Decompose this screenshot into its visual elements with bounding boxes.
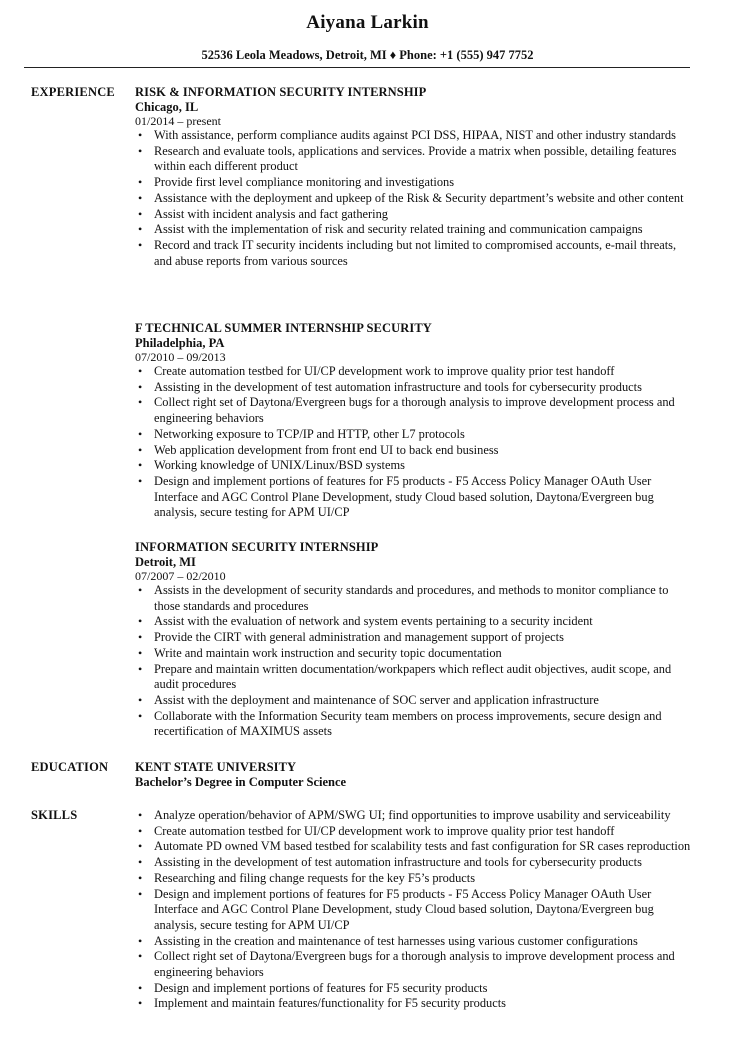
bullet-item	[135, 238, 695, 269]
bullet-item	[135, 614, 695, 630]
section-label-experience: EXPERIENCE	[31, 85, 115, 99]
bullet-text: Record and track IT security incidents including but not limited to compromised accounts, e-mail threats, and abuse reports from various sources	[154, 237, 677, 268]
bullet-icon: •	[138, 886, 143, 901]
bullet-icon: •	[138, 823, 143, 838]
bullet-text: Assisting in the development of test automation infrastructure and tools for cybersecurity products	[154, 379, 642, 394]
bullet-text: Assisting in the creation and maintenance of test harnesses using various customer configurations	[154, 933, 638, 948]
bullet-text: Provide the CIRT with general administration and management support of projects	[154, 630, 564, 645]
bullet-item	[135, 646, 695, 662]
bullet-icon: •	[138, 143, 143, 158]
skills-bullets	[135, 808, 695, 1012]
bullet-icon: •	[138, 473, 143, 488]
bullet-item	[135, 207, 695, 223]
bullet-icon: •	[138, 583, 143, 597]
section-label-skills: SKILLS	[31, 808, 78, 822]
bullet-icon: •	[138, 190, 143, 205]
bullet-text: Working knowledge of UNIX/Linux/BSD systems	[154, 458, 405, 473]
bullet-item	[135, 887, 695, 934]
bullet-item	[135, 144, 695, 175]
bullet-item	[135, 191, 695, 207]
bullet-text: Assist with the deployment and maintenance of SOC server and application infrastructure	[154, 692, 599, 707]
bullet-item	[135, 380, 695, 396]
bullet-icon: •	[138, 458, 143, 473]
degree-name: Bachelor’s Degree in Computer Science	[135, 775, 347, 789]
bullet-item	[135, 808, 695, 824]
school-name: KENT STATE UNIVERSITY	[135, 760, 297, 774]
bullet-item	[135, 427, 695, 443]
bullet-text: Networking exposure to TCP/IP and HTTP, other L7 protocols	[154, 426, 465, 441]
bullet-icon: •	[138, 692, 143, 707]
bullet-item	[135, 693, 695, 709]
bullet-text: Create automation testbed for UI/CP development work to improve quality prior test handoff	[154, 364, 615, 378]
bullet-item	[135, 583, 695, 614]
job-location: Detroit, MI	[135, 555, 196, 569]
bullet-text: Assist with incident analysis and fact gathering	[154, 206, 388, 221]
job-title: INFORMATION SECURITY INTERNSHIP	[135, 540, 379, 554]
job-bullets	[135, 128, 695, 269]
bullet-icon: •	[138, 237, 143, 252]
job-title: RISK & INFORMATION SECURITY INTERNSHIP	[135, 85, 427, 99]
bullet-icon: •	[138, 128, 143, 142]
bullet-text: Automate PD owned VM based testbed for scalability tests and fast configuration for SR cases reproduction	[154, 839, 691, 854]
bullet-item	[135, 871, 695, 887]
bullet-icon: •	[138, 206, 143, 221]
bullet-item	[135, 364, 695, 380]
bullet-item	[135, 662, 695, 693]
job-location: Philadelphia, PA	[135, 336, 225, 350]
job-dates: 07/2007 – 02/2010	[135, 569, 226, 583]
bullet-item	[135, 222, 695, 238]
job-title: F TECHNICAL SUMMER INTERNSHIP SECURITY	[135, 321, 432, 335]
bullet-item	[135, 981, 695, 997]
job-entry	[135, 321, 695, 521]
bullet-item	[135, 443, 695, 459]
section-label-education: EDUCATION	[31, 760, 109, 774]
bullet-text: Collect right set of Daytona/Evergreen bugs for a thorough analysis to improve development process and engineering behaviors	[154, 949, 675, 980]
bullet-icon: •	[138, 379, 143, 394]
bullet-item	[135, 949, 695, 980]
bullet-text: Design and implement portions of features for F5 security products	[154, 980, 488, 995]
bullet-text: Prepare and maintain written documentation/workpapers which reflect audit objectives, audit scope, and audit procedures	[154, 661, 672, 692]
bullet-item	[135, 128, 695, 144]
bullet-item	[135, 996, 695, 1012]
bullet-icon: •	[138, 980, 143, 995]
job-bullets	[135, 583, 695, 740]
bullet-text: Assist with the implementation of risk and security related training and communication campaigns	[154, 222, 643, 237]
bullet-item	[135, 474, 695, 521]
job-location: Chicago, IL	[135, 100, 199, 114]
bullet-item	[135, 709, 695, 740]
bullet-icon: •	[138, 426, 143, 441]
bullet-icon: •	[138, 855, 143, 870]
bullet-text: With assistance, perform compliance audits against PCI DSS, HIPAA, NIST and other industry standards	[154, 128, 676, 142]
bullet-text: Research and evaluate tools, applications and services. Provide a matrix when possible, detailing features within each different product	[154, 143, 677, 174]
job-entry	[135, 85, 695, 269]
header-divider	[24, 67, 690, 68]
bullet-icon: •	[138, 614, 143, 629]
bullet-icon: •	[138, 222, 143, 237]
bullet-text: Assistance with the deployment and upkeep of the Risk & Security department’s website and other content	[154, 190, 684, 205]
bullet-icon: •	[138, 175, 143, 190]
bullet-item	[135, 839, 695, 855]
bullet-icon: •	[138, 949, 143, 964]
bullet-icon: •	[138, 870, 143, 885]
bullet-item	[135, 395, 695, 426]
bullet-icon: •	[138, 442, 143, 457]
bullet-icon: •	[138, 661, 143, 676]
contact-line: 52536 Leola Meadows, Detroit, MI ♦ Phone: +1 (555) 947 7752	[201, 48, 534, 62]
skills-list	[135, 808, 695, 1012]
bullet-text: Design and implement portions of features for F5 products - F5 Access Policy Manager OAuth User Interface and AGC Control Plane Development, study Cloud based solution, Daytona/Evergreen bug analysis, secure testing for APM UI/CP	[154, 886, 654, 932]
job-entry	[135, 540, 695, 740]
bullet-icon: •	[138, 808, 143, 822]
bullet-item	[135, 855, 695, 871]
bullet-icon: •	[138, 839, 143, 854]
bullet-text: Assists in the development of security standards and procedures, and methods to monitor compliance to those standards and procedures	[154, 583, 669, 613]
education-entry	[135, 760, 695, 790]
candidate-name: Aiyana Larkin	[306, 12, 429, 33]
bullet-icon: •	[138, 708, 143, 723]
bullet-icon: •	[138, 395, 143, 410]
bullet-text: Collaborate with the Information Security team members on process improvements, secure design and recertification of MAXIMUS assets	[154, 708, 662, 739]
bullet-text: Web application development from front end UI to back end business	[154, 442, 499, 457]
bullet-icon: •	[138, 645, 143, 660]
bullet-text: Provide first level compliance monitoring and investigations	[154, 175, 455, 190]
bullet-text: Analyze operation/behavior of APM/SWG UI; find opportunities to improve usability and serviceability	[154, 808, 671, 822]
bullet-item	[135, 824, 695, 840]
bullet-item	[135, 630, 695, 646]
bullet-icon: •	[138, 630, 143, 645]
bullet-icon: •	[138, 933, 143, 948]
job-dates: 07/2010 – 09/2013	[135, 350, 226, 364]
bullet-icon: •	[138, 364, 143, 378]
bullet-text: Assist with the evaluation of network and system events pertaining to a security incident	[154, 614, 593, 629]
bullet-text: Design and implement portions of features for F5 products - F5 Access Policy Manager OAuth User Interface and AGC Control Plane Development, study Cloud based solution, Daytona/Evergreen bug analysis, secure testing for APM UI/CP	[154, 473, 654, 520]
bullet-text: Create automation testbed for UI/CP development work to improve quality prior test handoff	[154, 823, 615, 838]
job-dates: 01/2014 – present	[135, 114, 221, 128]
job-bullets	[135, 364, 695, 521]
bullet-text: Implement and maintain features/functionality for F5 security products	[154, 996, 507, 1011]
bullet-item	[135, 458, 695, 474]
bullet-text: Assisting in the development of test automation infrastructure and tools for cybersecurity products	[154, 855, 642, 870]
bullet-text: Collect right set of Daytona/Evergreen bugs for a thorough analysis to improve development process and engineering behaviors	[154, 395, 675, 426]
bullet-icon: •	[138, 996, 143, 1011]
bullet-text: Researching and filing change requests for the key F5’s products	[154, 870, 476, 885]
bullet-item	[135, 175, 695, 191]
bullet-item	[135, 934, 695, 950]
bullet-text: Write and maintain work instruction and security topic documentation	[154, 645, 502, 660]
